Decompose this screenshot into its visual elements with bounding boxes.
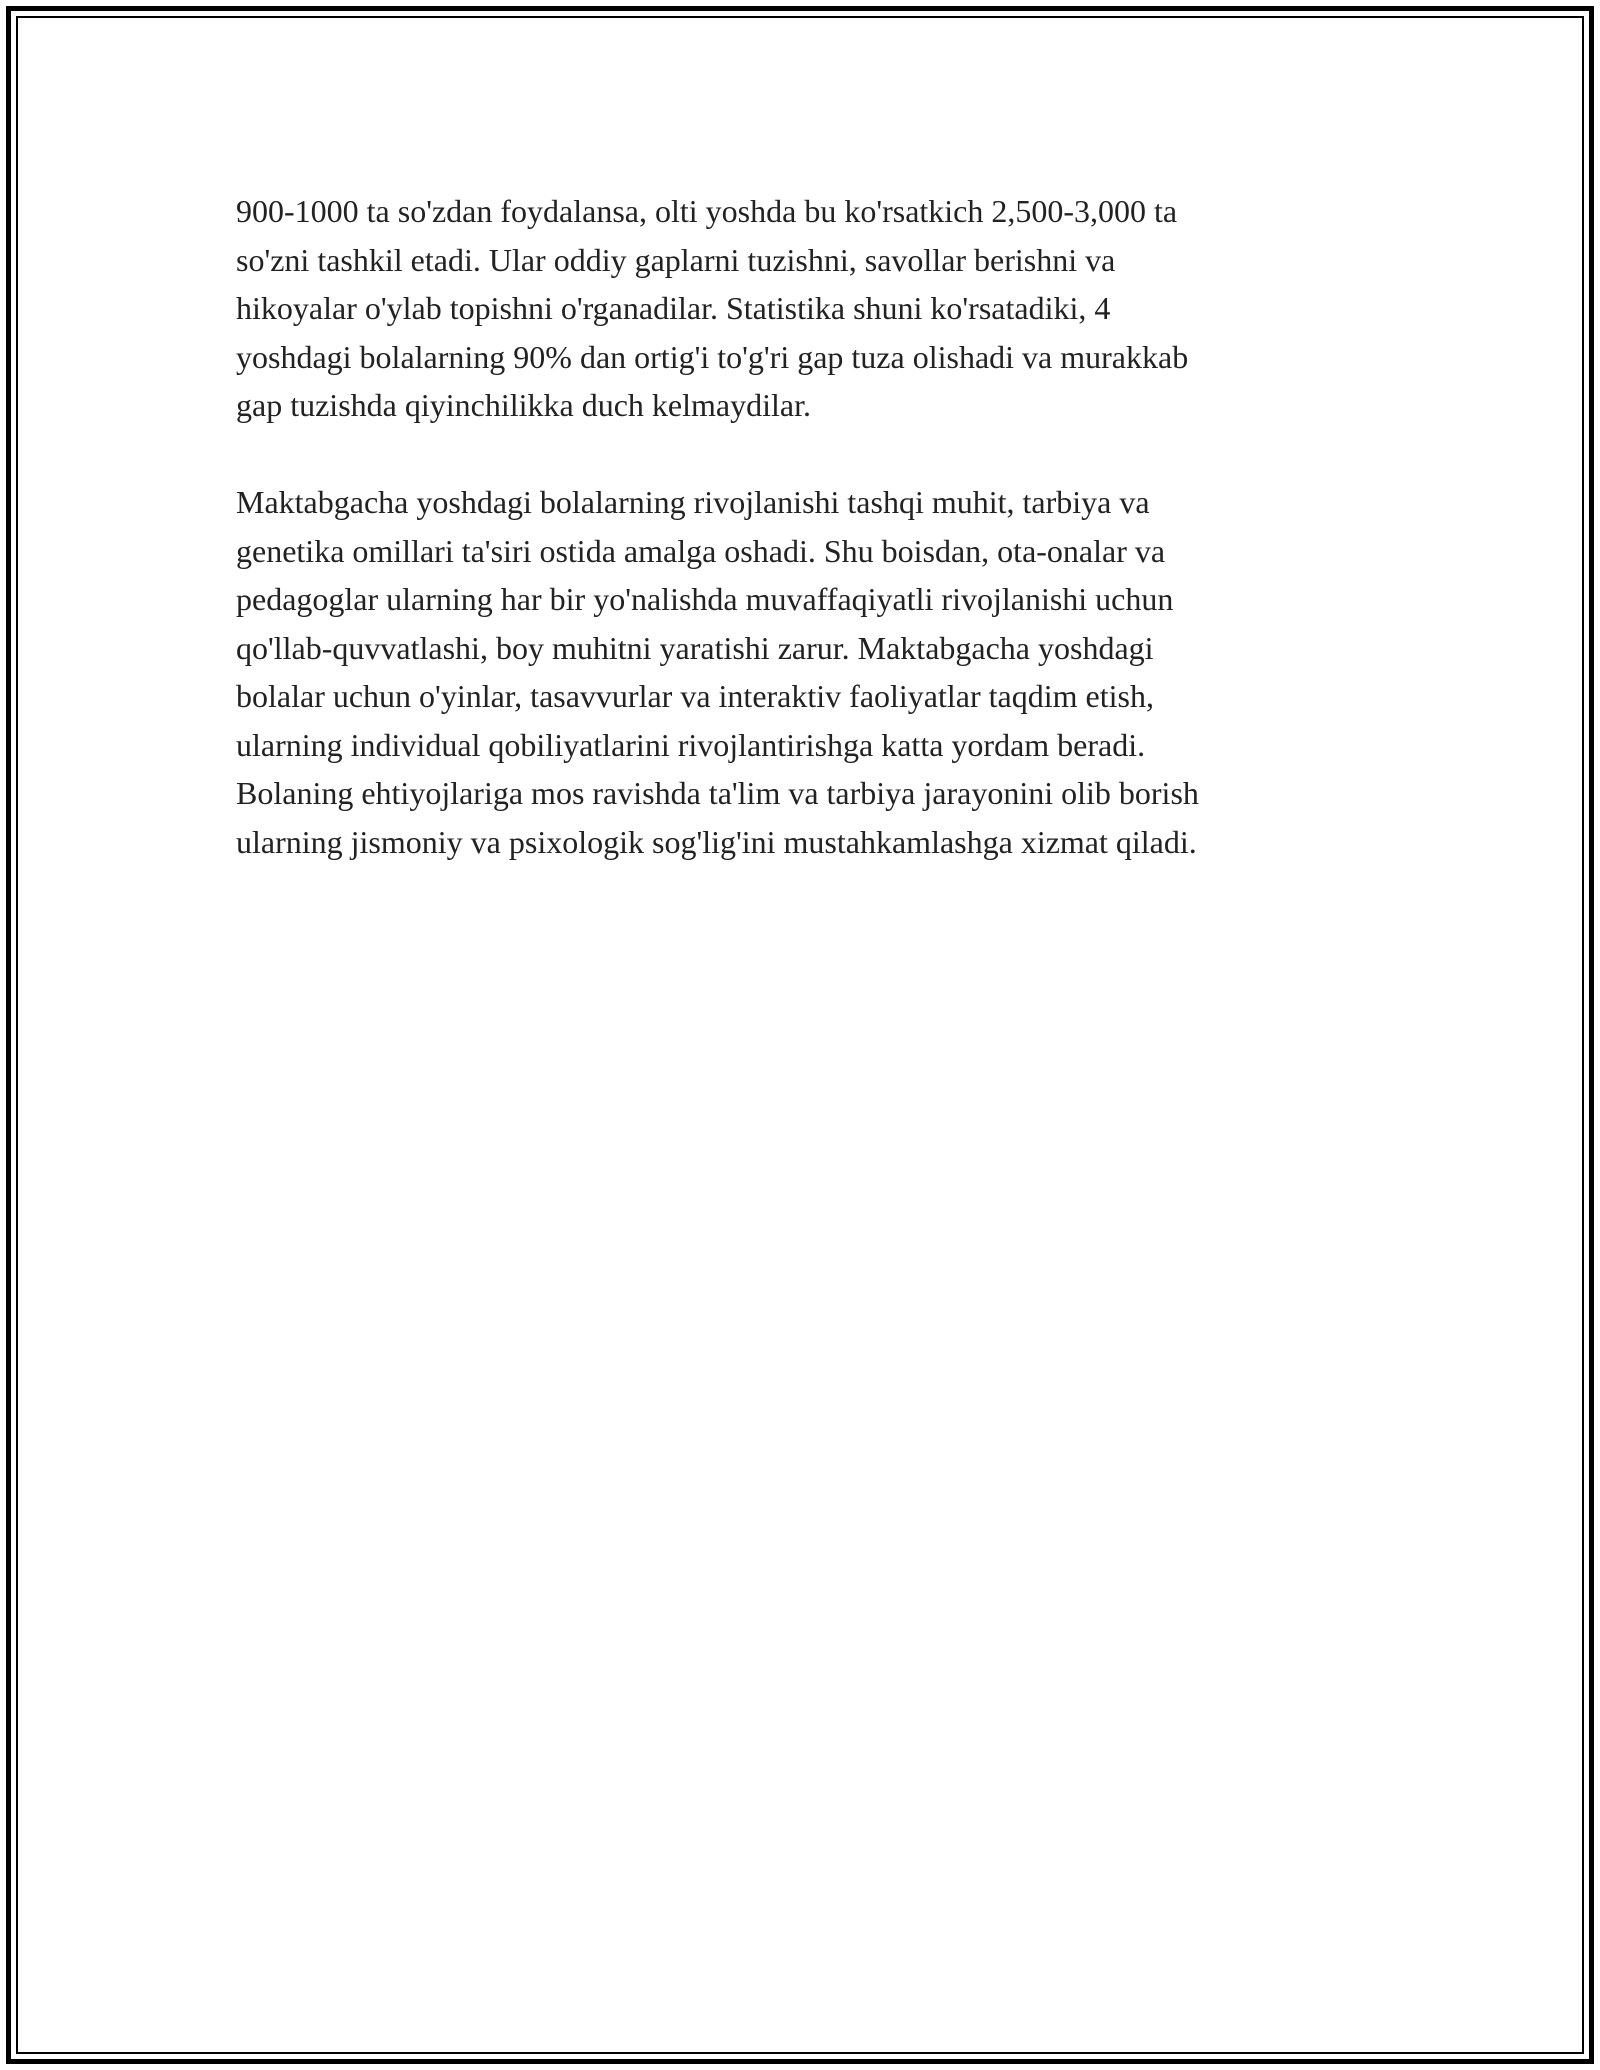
text-line: yoshdagi bolalarning 90% dan ortig'i to'g'ri gap tuza olishadi va murakkab bbox=[236, 338, 1189, 375]
text-line: qo'llab-quvvatlashi, boy muhitni yaratishi zarur. Maktabgacha yoshdagi bbox=[236, 629, 1154, 666]
text-line: pedagoglar ularning har bir yo'nalishda muvaffaqiyatli rivojlanishi uchun bbox=[236, 581, 1174, 617]
text-line: bolalar uchun o'yinlar, tasavvurlar va interaktiv faoliyatlar taqdim etish, bbox=[236, 678, 1154, 714]
text-line: 900-1000 ta so'zdan foydalansa, olti yoshda bu ko'rsatkich 2,500-3,000 ta bbox=[236, 193, 1178, 229]
document-body bbox=[236, 187, 1396, 866]
text-line: ularning jismoniy va psixologik sog'lig'ini mustahkamlashga xizmat qiladi. bbox=[236, 823, 1197, 860]
text-line: so'zni tashkil etadi. Ular oddiy gaplarni tuzishni, savollar berishni va bbox=[236, 241, 1116, 278]
text-line: ularning individual qobiliyatlarini rivojlantirishga katta yordam beradi. bbox=[236, 726, 1146, 763]
paragraph-vocabulary-development bbox=[236, 187, 1396, 430]
text-line: gap tuzishda qiyinchilikka duch kelmaydilar. bbox=[236, 387, 811, 423]
text-line: hikoyalar o'ylab topishni o'rganadilar. Statistika shuni ko'rsatadiki, 4 bbox=[236, 290, 1111, 326]
text-line: genetika omillari ta'siri ostida amalga oshadi. Shu boisdan, ota-onalar va bbox=[236, 532, 1166, 569]
paragraph-preschool-development bbox=[236, 478, 1396, 866]
text-line: Maktabgacha yoshdagi bolalarning rivojlanishi tashqi muhit, tarbiya va bbox=[236, 484, 1150, 520]
text-line: Bolaning ehtiyojlariga mos ravishda ta'lim va tarbiya jarayonini olib borish bbox=[236, 775, 1199, 811]
